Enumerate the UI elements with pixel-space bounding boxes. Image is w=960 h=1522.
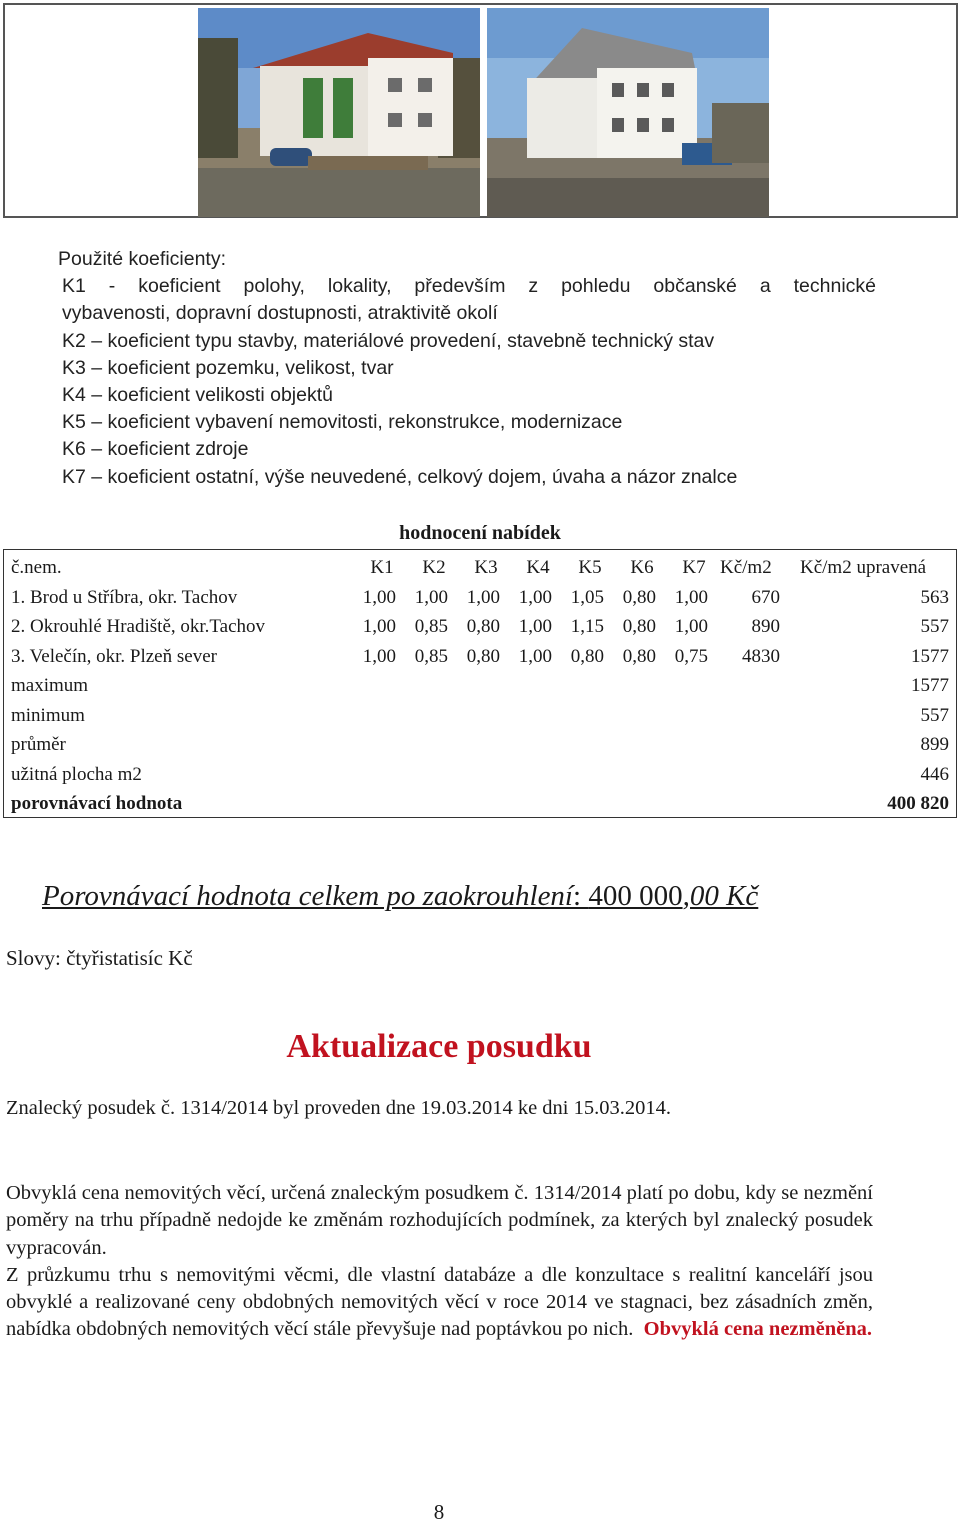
comparison-total: Porovnávací hodnota celkem po zaokrouhlení: 400 000,00 Kč xyxy=(42,880,759,912)
conclusion: Obvyklá cena nezměněna. xyxy=(643,1318,872,1341)
building-photo-front xyxy=(198,8,480,217)
header-k1: K1 xyxy=(370,557,394,578)
row-k4: 1,00 xyxy=(518,587,552,608)
header-k3: K3 xyxy=(474,557,498,578)
photo-frame xyxy=(3,3,958,218)
stat-label: minimum xyxy=(11,705,85,726)
stat-row-area xyxy=(4,760,956,789)
page-number: 8 xyxy=(433,1500,445,1522)
row-k1: 1,00 xyxy=(362,616,396,637)
row-k5: 1,15 xyxy=(570,616,604,637)
row-name: 2. Okrouhlé Hradiště, okr.Tachov xyxy=(11,616,266,637)
row-name: 1. Brod u Stříbra, okr. Tachov xyxy=(11,587,238,608)
header-k7: K7 xyxy=(682,557,706,578)
table-row xyxy=(4,583,956,612)
row-k6: 0,80 xyxy=(622,646,656,667)
row-k5: 0,80 xyxy=(570,646,604,667)
paragraph-market-text: Z průzkumu trhu s nemovitými věcmi, dle vlastní databáze a dle konzultace s realitní kanceláří jsou obvyklé a realizované ceny obdobných nemovitých věcí v roce 2014 ve stagnaci, bez zásadních změn, nabídka obdobných nemovitých věcí stále převyšuje nad poptávkou po nich. xyxy=(6,1263,873,1341)
stat-label: porovnávací hodnota xyxy=(11,793,183,814)
stat-row-minimum xyxy=(4,701,956,730)
row-k2: 0,85 xyxy=(414,646,448,667)
offers-table xyxy=(3,549,957,818)
comparison-label: Porovnávací hodnota celkem po zaokrouhlení xyxy=(42,880,573,912)
row-name: 3. Velečín, okr. Plzeň sever xyxy=(11,646,217,667)
header-kc-m2-adjusted: Kč/m2 upravená xyxy=(800,557,927,578)
row-k7: 1,00 xyxy=(674,616,708,637)
row-k4: 1,00 xyxy=(518,646,552,667)
amount-in-words: Slovy: čtyřistatisíc Kč xyxy=(6,946,193,970)
stat-label: průměr xyxy=(11,734,66,755)
table-row xyxy=(4,642,956,671)
stat-value: 557 xyxy=(920,705,949,726)
stat-label: maximum xyxy=(11,675,89,696)
row-k7: 0,75 xyxy=(674,646,708,667)
header-name: č.nem. xyxy=(11,557,62,578)
update-paragraphs xyxy=(6,1180,873,1344)
comparison-value: 400 000 xyxy=(588,880,683,912)
coefficient-k5: K5 – koeficient vybavení nemovitosti, rekonstrukce, modernizace xyxy=(62,411,623,434)
update-title: Aktualizace posudku xyxy=(286,1028,592,1065)
stat-value: 899 xyxy=(920,734,949,755)
row-kc-m2: 890 xyxy=(751,616,780,637)
row-kc-m2-adjusted: 1577 xyxy=(911,646,949,667)
row-k4: 1,00 xyxy=(518,616,552,637)
header-k4: K4 xyxy=(526,557,550,578)
paragraph-market xyxy=(6,1262,873,1344)
row-k7: 1,00 xyxy=(674,587,708,608)
row-k1: 1,00 xyxy=(362,587,396,608)
comparison-decimals: ,00 Kč xyxy=(682,880,759,912)
header-k6: K6 xyxy=(630,557,654,578)
row-k5: 1,05 xyxy=(570,587,604,608)
header-kc-m2: Kč/m2 xyxy=(720,557,772,578)
coefficient-k7: K7 – koeficient ostatní, výše neuvedené, celkový dojem, úvaha a názor znalce xyxy=(62,465,738,488)
row-k2: 1,00 xyxy=(414,587,448,608)
building-photo-side xyxy=(487,8,769,217)
coefficient-k3: K3 – koeficient pozemku, velikost, tvar xyxy=(62,356,394,379)
row-k3: 1,00 xyxy=(466,587,500,608)
row-k3: 0,80 xyxy=(466,646,500,667)
row-kc-m2: 4830 xyxy=(742,646,780,667)
stat-row-maximum xyxy=(4,671,956,700)
header-k5: K5 xyxy=(578,557,602,578)
coefficient-k6: K6 – koeficient zdroje xyxy=(62,438,249,461)
stat-label: užitná plocha m2 xyxy=(11,764,142,785)
expert-opinion-line: Znalecký posudek č. 1314/2014 byl proveden dne 19.03.2014 ke dni 15.03.2014. xyxy=(6,1097,671,1119)
table-row xyxy=(4,612,956,641)
coefficient-k1-line2: vybavenosti, dopravní dostupnosti, atraktivitě okolí xyxy=(62,302,498,325)
coefficient-k2: K2 – koeficient typu stavby, materiálové provedení, stavebně technický stav xyxy=(62,329,715,352)
stat-value: 446 xyxy=(920,764,949,785)
coefficients-block xyxy=(58,246,876,491)
coefficients-title: Použité koeficienty: xyxy=(58,248,227,270)
row-kc-m2: 670 xyxy=(751,587,780,608)
header-k2: K2 xyxy=(422,557,446,578)
row-k6: 0,80 xyxy=(622,587,656,608)
stat-value: 400 820 xyxy=(887,793,949,814)
coefficient-k1-line1: K1 - koeficient polohy, lokality, především z pohledu občanské a technické xyxy=(62,275,876,298)
row-kc-m2-adjusted: 557 xyxy=(920,616,949,637)
row-k2: 0,85 xyxy=(414,616,448,637)
table-header xyxy=(4,553,956,582)
paragraph-validity: Obvyklá cena nemovitých věcí, určená znaleckým posudkem č. 1314/2014 platí po dobu, kdy se nezmění poměry na trhu případně nedojde ke změnám rozhodujících podmínek, za kterých byl znalecký posudek vypracován. xyxy=(6,1182,873,1259)
stat-value: 1577 xyxy=(911,675,949,696)
coefficient-k4: K4 – koeficient velikosti objektů xyxy=(62,384,333,407)
row-k3: 0,80 xyxy=(466,616,500,637)
row-kc-m2-adjusted: 563 xyxy=(920,587,949,608)
stat-row-compare xyxy=(4,789,956,818)
stat-row-average xyxy=(4,730,956,759)
table-caption: hodnocení nabídek xyxy=(399,522,561,544)
row-k1: 1,00 xyxy=(362,646,396,667)
row-k6: 0,80 xyxy=(622,616,656,637)
